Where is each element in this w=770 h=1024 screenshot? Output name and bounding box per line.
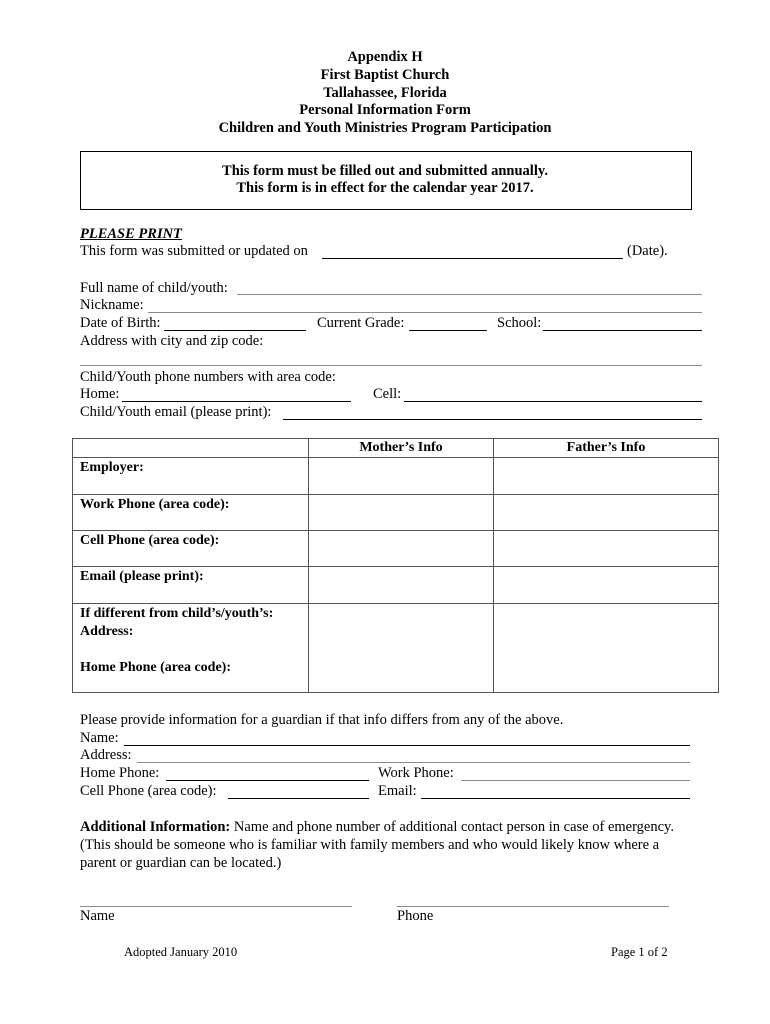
school-field[interactable] (543, 330, 702, 331)
nickname-label: Nickname: (80, 297, 144, 313)
address-home-row-label (73, 604, 309, 693)
guardian-intro: Please provide information for a guardian if that info differs from any of the above. (80, 712, 564, 728)
mother-cell-phone-cell[interactable] (309, 531, 494, 567)
cell-phone-field[interactable] (404, 401, 702, 402)
full-name-field[interactable] (237, 294, 702, 295)
father-work-phone-cell[interactable] (494, 495, 719, 531)
guardian-name-field[interactable] (124, 745, 690, 746)
page-number: Page 1 of 2 (611, 945, 668, 959)
dob-field[interactable] (164, 330, 306, 331)
work-phone-row-label: Work Phone (area code): (73, 495, 309, 531)
if-different-label: If different from child’s/youth’s: (80, 606, 274, 621)
guardian-address-field[interactable] (137, 762, 690, 763)
school-label: School: (497, 315, 542, 331)
church-location: Tallahassee, Florida (323, 85, 447, 101)
mother-email-cell[interactable] (309, 567, 494, 604)
dob-label: Date of Birth: (80, 315, 161, 331)
emergency-phone-field[interactable] (397, 906, 669, 907)
grade-field[interactable] (409, 330, 487, 331)
guardian-cell-phone-field[interactable] (228, 798, 369, 799)
home-phone-field[interactable] (122, 401, 351, 402)
emergency-name-field[interactable] (80, 906, 352, 907)
appendix-title: Appendix H (347, 49, 423, 65)
submitted-label: This form was submitted or updated on (80, 243, 308, 259)
guardian-home-phone-field[interactable] (166, 780, 369, 781)
church-name: First Baptist Church (320, 67, 450, 83)
parent-home-phone-label: Home Phone (area code): (80, 660, 231, 675)
mother-employer-cell[interactable] (309, 458, 494, 495)
guardian-address-label: Address: (80, 747, 132, 763)
address-field[interactable] (80, 365, 702, 366)
father-cell-phone-cell[interactable] (494, 531, 719, 567)
guardian-work-phone-field[interactable] (461, 780, 690, 781)
parents-info-table (72, 438, 719, 693)
submitted-date-field[interactable] (322, 258, 623, 259)
mother-info-header: Mother’s Info (309, 439, 494, 458)
mother-work-phone-cell[interactable] (309, 495, 494, 531)
additional-info-text-1: Name and phone number of additional contact person in case of emergency. (233, 819, 674, 835)
grade-label: Current Grade: (317, 315, 405, 331)
home-phone-label: Home: (80, 386, 120, 402)
guardian-work-phone-label: Work Phone: (378, 765, 454, 781)
form-subtitle: Children and Youth Ministries Program Participation (218, 120, 552, 136)
father-info-header: Father’s Info (494, 439, 719, 458)
cell-phone-label: Cell: (373, 386, 402, 402)
additional-info-label: Additional Information: (80, 819, 231, 835)
child-email-field[interactable] (283, 419, 702, 420)
additional-info-text-2: (This should be someone who is familiar with family members and who would likely know where a (80, 837, 660, 853)
address-label: Address with city and zip code: (80, 333, 264, 349)
mother-address-cell[interactable] (309, 604, 494, 693)
table-corner-cell (73, 439, 309, 458)
additional-info-line-1 (80, 819, 674, 836)
employer-row-label: Employer: (73, 458, 309, 495)
form-title: Personal Information Form (299, 102, 471, 118)
email-row-label: Email (please print): (73, 567, 309, 604)
additional-info-text-3: parent or guardian can be located.) (80, 855, 282, 871)
father-address-cell[interactable] (494, 604, 719, 693)
emergency-name-label: Name (80, 908, 115, 924)
father-email-cell[interactable] (494, 567, 719, 604)
adopted-date: Adopted January 2010 (124, 945, 238, 959)
cell-phone-row-label: Cell Phone (area code): (73, 531, 309, 567)
guardian-email-label: Email: (378, 783, 417, 799)
nickname-field[interactable] (148, 312, 702, 313)
submitted-date-suffix: (Date). (627, 243, 668, 259)
guardian-name-label: Name: (80, 730, 119, 746)
parent-address-label: Address: (80, 624, 134, 639)
guardian-home-phone-label: Home Phone: (80, 765, 160, 781)
phones-heading: Child/Youth phone numbers with area code: (80, 369, 336, 385)
emergency-phone-label: Phone (397, 908, 434, 924)
full-name-label: Full name of child/youth: (80, 280, 228, 296)
notice-line-2: This form is in effect for the calendar year 2017. (236, 180, 534, 196)
guardian-email-field[interactable] (421, 798, 690, 799)
notice-line-1: This form must be filled out and submitted annually. (222, 163, 548, 179)
guardian-cell-phone-label: Cell Phone (area code): (80, 783, 217, 799)
father-employer-cell[interactable] (494, 458, 719, 495)
child-email-label: Child/Youth email (please print): (80, 404, 272, 420)
please-print-heading: PLEASE PRINT (80, 226, 182, 242)
